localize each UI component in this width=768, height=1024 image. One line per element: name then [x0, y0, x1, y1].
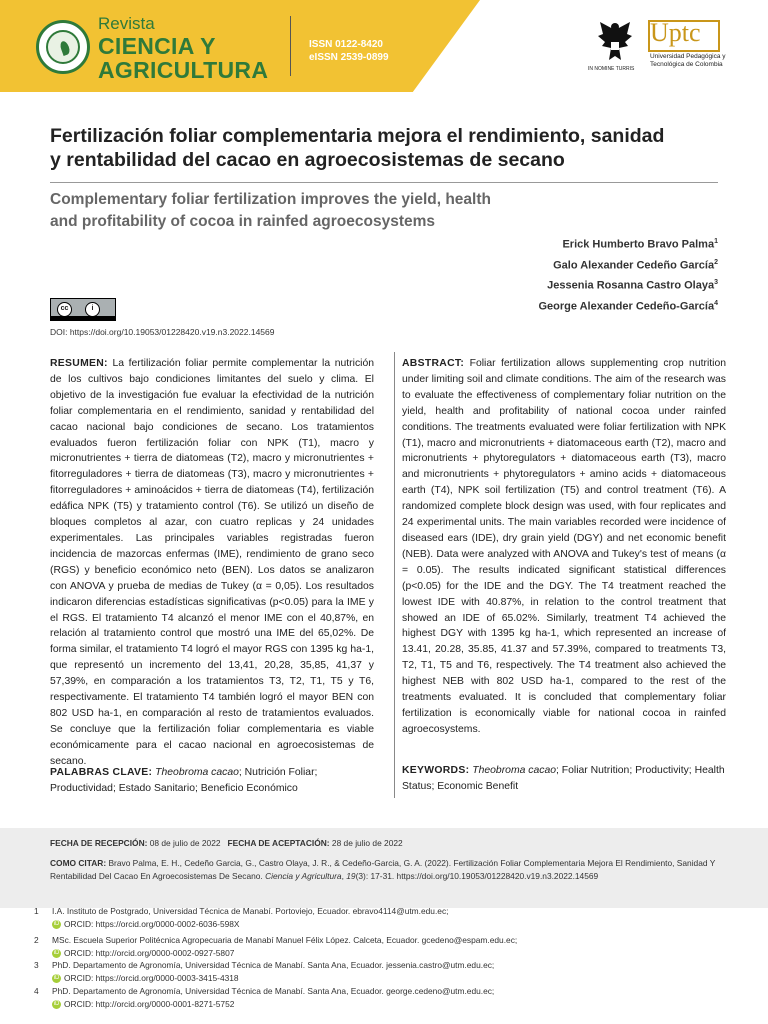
keywords — [402, 763, 726, 795]
keywords-list: ; Foliar Nutrition; Productivity; Health Status; Economic Benefit — [402, 765, 725, 792]
accepted-label: FECHA DE ACEPTACIÓN: — [227, 838, 330, 848]
citation-label: COMO CITAR: — [50, 858, 107, 868]
orcid-link[interactable] — [52, 947, 234, 960]
footnote-number: 2 — [34, 935, 39, 945]
journal-name — [98, 34, 268, 82]
footnote-text: PhD. Departamento de Agronomía, Universidad Técnica de Manabí. Santa Ana, Ecuador. george.cedeno@utm.edu.ec; — [52, 986, 495, 996]
journal-name-small: Revista — [98, 14, 155, 33]
title-es-line1: Fertilización foliar complementaria mejora el rendimiento, sanidad — [50, 125, 665, 147]
keyword-species: Theobroma cacao — [472, 765, 556, 776]
author-affiliation-marker: 3 — [714, 279, 718, 287]
keywords-label: KEYWORDS: — [402, 765, 470, 776]
citation: COMO CITAR: Bravo Palma, E. H., Cedeño Garcia, G., Castro Olaya, J. R., & Cedeño-Garcia, G. A. (2022). Fertilización Foliar Complementaria Mejora El Rendimiento, Sanidad Y Rentabilidad Del Cacao En Agroecosistemas De Secano. Ciencia y Agricultura, 19(3): 17-31. https://doi.org/10.19053/01228420.v19.n3.2022.14569 — [50, 858, 716, 881]
orcid-link[interactable] — [52, 998, 234, 1011]
footnote-text: PhD. Departamento de Agronomía, Universidad Técnica de Manabí. Santa Ana, Ecuador. jessenia.castro@utm.edu.ec; — [52, 960, 495, 970]
cc-icon: cc — [57, 302, 72, 317]
title-en-line1: Complementary foliar fertilization improves the yield, health — [50, 191, 491, 208]
author-affiliation-marker: 1 — [714, 238, 718, 245]
title-rule — [50, 182, 718, 183]
orcid-icon: iD — [53, 974, 60, 981]
footnote-text: MSc. Escuela Superior Politécnica Agropecuaria de Manabí Manuel Félix López. Calceta, Ecuador. gcedeno@espam.edu.ec; — [52, 935, 518, 945]
palabras-clave — [50, 765, 374, 797]
doi-link[interactable]: DOI: https://doi.org/10.19053/01228420.v19.n3.2022.14569 — [50, 327, 275, 337]
keywords-list: ; Nutrición Foliar; Productividad; Estado Sanitario; Beneficio Económico — [50, 767, 318, 794]
author-name: George Alexander Cedeño-García — [538, 300, 715, 313]
abstract-text: Foliar fertilization allows supplementing crop nutrition under limiting soil and climate conditions. The aim of the research was to evaluate the effectiveness of complementary foliar nutrition on the yield, health and profitability of national cocoa under rainfed conditions. The treatments evaluated were foliar fertilization with NPK (T1), macro and micronutrients + diatomaceous earth (T2), macro and micronutrients + phytoregulators + diatomaceous earth (T3), macro and micronutrients + phytoregulators + amino acids + diatomaceous earth (T4), NPK soil fertilization (T5) and control treatment (T6). A randomized complete block design was used, with four replicates and 24 experimental units. The main variables recorded were incidence of diseased ears (IDE), dry grain yield (DGY) and net economic benefit (NEB). Data were analyzed with ANOVA and Tukey's test of means (α = 0.05). The results indicated significant statistical differences (p<0.05) for the IDE and the DGY. The T4 treatment reached the lowest IDE with 40.87%, in relation to the control treatment that showed an IDE of 65.02%. Similarly, treatment T4 achieved the highest DGY with 1395 kg ha-1, which represented an increase of 13.41, 20.28, 35.85, 41.37 and 57.39%, compared to treatments T3, T2, T1, T5 and T6, respectively. The T4 treatment also achieved the highest NEB with 802 USD ha-1, compared to the rest of the treatments evaluated. It is concluded that complementary foliar fertilization is economically viable for national cocoa in rainfed agroecosystems. — [402, 358, 727, 735]
header-divider — [290, 16, 291, 76]
journal-name-line1: CIENCIA Y — [98, 33, 216, 59]
received-date: 08 de julio de 2022 — [149, 838, 221, 848]
orcid-url[interactable]: ORCID: http://orcid.org/0000-0001-8271-5752 — [64, 998, 235, 1009]
cc-badge-bar — [51, 316, 115, 320]
author — [538, 274, 718, 295]
palabras-clave-label: PALABRAS CLAVE: — [50, 767, 153, 778]
orcid-url[interactable]: ORCID: http://orcid.org/0000-0002-0927-5807 — [64, 947, 235, 958]
submission-dates — [50, 838, 403, 848]
accepted-date: 28 de julio de 2022 — [331, 838, 403, 848]
footnote-text: I.A. Instituto de Postgrado, Universidad Técnica de Manabí. Portoviejo, Ecuador. ebravo4114@utm.edu.ec; — [52, 906, 449, 916]
orcid-link[interactable] — [52, 972, 239, 985]
orcid-icon: iD — [53, 920, 60, 927]
column-divider — [394, 352, 395, 798]
orcid-icon: iD — [53, 1000, 60, 1007]
abstract-section — [402, 356, 726, 738]
university-name — [650, 53, 726, 69]
footnote-number: 3 — [34, 960, 39, 970]
citation-text: Bravo Palma, E. H., Cedeño Garcia, G., Castro Olaya, J. R., & Cedeño-Garcia, G. A. (2022). Fertilización Foliar Complementaria Mejora El Rendimiento, Sanidad Y Rentabilidad Del Cacao En Agroecosistemas De Secano. — [50, 858, 716, 881]
received-label: FECHA DE RECEPCIÓN: — [50, 838, 148, 848]
university-name-line1: Universidad Pedagógica y — [650, 53, 726, 60]
author — [538, 254, 718, 275]
attribution-icon: i — [85, 302, 100, 317]
eissn: eISSN 2539-0899 — [309, 52, 389, 63]
uptc-logo: Uptc — [650, 18, 701, 47]
journal-header — [0, 0, 768, 92]
footnote-number: 4 — [34, 986, 39, 996]
issn: ISSN 0122-8420 — [309, 39, 383, 50]
citation-rest: (3): 17-31. https://doi.org/10.19053/01228420.v19.n3.2022.14569 — [355, 870, 599, 881]
article-title-es — [50, 124, 730, 172]
resumen-section — [50, 356, 374, 770]
journal-name-line2: AGRICULTURA — [98, 57, 269, 83]
footnote-number: 1 — [34, 906, 39, 916]
cc-by-license-badge[interactable] — [50, 298, 116, 321]
journal-seal-logo — [36, 20, 90, 74]
orcid-url[interactable]: ORCID: https://orcid.org/0000-0003-3415-4318 — [64, 972, 239, 983]
leaf-icon — [59, 40, 71, 56]
author-name: Galo Alexander Cedeño García — [553, 259, 715, 272]
abstract-label: ABSTRACT: — [402, 358, 465, 369]
keyword-species: Theobroma cacao — [155, 767, 239, 778]
citation-journal: Ciencia y Agricultura — [265, 870, 342, 881]
orcid-link[interactable] — [52, 918, 240, 931]
author — [538, 295, 718, 316]
author-affiliation-marker: 2 — [714, 258, 718, 266]
seal-inner-ring — [46, 30, 80, 64]
title-en-line2: and profitability of cocoa in rainfed agroecosystems — [50, 213, 436, 230]
orcid-icon: iD — [53, 949, 60, 956]
issn-block — [309, 38, 389, 64]
title-es-line2: y rentabilidad del cacao en agroecosistemas de secano — [50, 149, 565, 171]
author-affiliation-marker: 4 — [714, 299, 718, 307]
orcid-url[interactable]: ORCID: https://orcid.org/0000-0002-6036-598X — [64, 918, 240, 929]
citation-volume: 19 — [346, 870, 356, 881]
author-name: Erick Humberto Bravo Palma — [562, 238, 715, 251]
eagle-caption: IN NOMINE TURRIS — [588, 66, 635, 72]
author — [538, 233, 718, 254]
article-title-en — [50, 189, 570, 233]
eagle-crest-icon — [596, 18, 634, 68]
resumen-text: La fertilización foliar permite complementar la nutrición de los cultivos bajo condiciones limitantes del suelo y clima. El objetivo de la investigación fue evaluar la efectividad de la nutrición foliar complementaria en el rendimiento, sanidad y rentabilidad del cacao nacional bajo condiciones de secano. Los tratamientos evaluados fueron fertilización foliar con NPK (T1), macro y micronutrientes + tierra de diatomeas (T2), macro y micronutrientes + fitorreguladores + tierra de diatomeas (T3), macro y micronutrientes + fitorreguladores + aminoácidos + tierra de diatomeas (T4), fertilización edáfica NPK (T5) y tratamiento control (T6). Se utilizó un diseño de bloques completos al azar, con cuatro replicas y 24 unidades experimentales. Las principales variables registradas fueron incidencia de mazorcas enfermas (IME), rendimiento de grano seco (RGS) y beneficio económico neto (BEN). Los datos se analizaron con ANOVA y prueba de medias de Tukey (α = 0,05). Los resultados indicaron diferencias estadísticas significativas (p<0.05) para la IME y el RGS. El tratamiento T4 alcanzó el menor IME con el 40,87%, en relación al tratamiento control que mostró una IME del 65,02%. De forma similar, el tratamiento T4 logró el mayor RGS con 1395 kg ha-1, que representó un incremento del 13,41, 20,28, 35,85, 41,37 y 57,39%, en comparación a los tratamientos T3, T2, T1, T5 y T6, respectivamente. El tratamiento T4 también logró el mayor BEN con 802 USD ha-1, en comparación al resto de tratamientos evaluados. Se concluye que la fertilización foliar complementaria es viable económicamente para el cacao nacional en agroecosistemas de secano. — [50, 358, 375, 767]
author-list — [538, 233, 718, 316]
university-name-line2: Tecnológica de Colombia — [650, 61, 723, 68]
resumen-label: RESUMEN: — [50, 358, 108, 369]
author-name: Jessenia Rosanna Castro Olaya — [547, 279, 715, 292]
